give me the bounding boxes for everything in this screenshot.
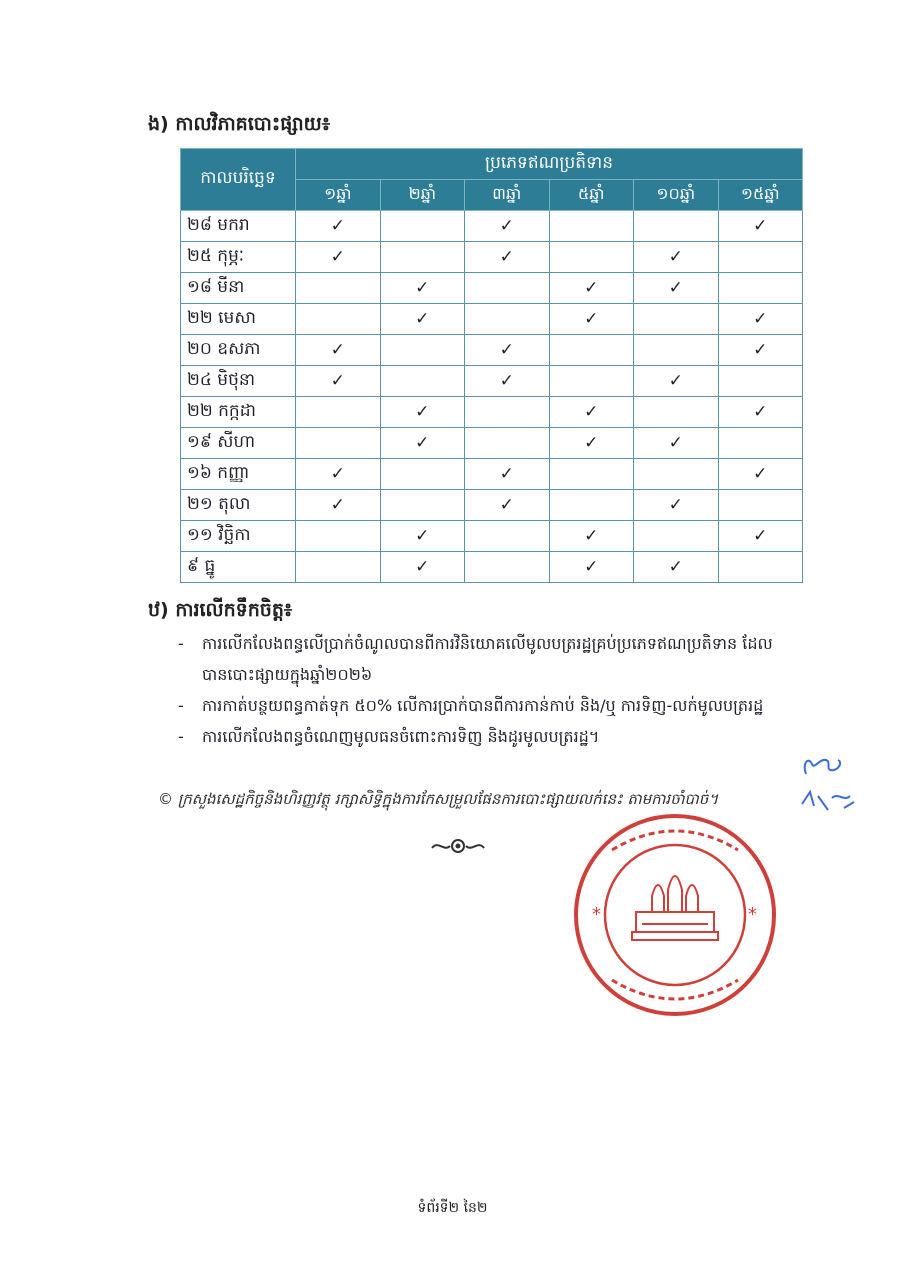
section-title-schedule: ង) កាលវិភាគបោះផ្សាយ៖ xyxy=(148,113,331,135)
empty-cell xyxy=(465,428,550,459)
table-row xyxy=(181,304,803,335)
ornament-divider xyxy=(430,834,486,858)
empty-cell xyxy=(380,490,465,521)
check-cell: ✓ xyxy=(549,397,634,428)
term-header: ១០ឆ្នាំ xyxy=(634,180,719,211)
check-cell: ✓ xyxy=(634,242,719,273)
table-row xyxy=(181,273,803,304)
empty-cell xyxy=(296,521,381,552)
check-cell: ✓ xyxy=(380,304,465,335)
period-cell: ២៥ កុម្ភៈ xyxy=(181,242,296,273)
svg-text:*: * xyxy=(748,904,757,925)
svg-text:*: * xyxy=(592,904,601,925)
empty-cell xyxy=(718,552,803,583)
check-cell: ✓ xyxy=(296,242,381,273)
check-cell: ✓ xyxy=(634,552,719,583)
incentive-text: ការលើកលែងពន្ធចំណេញមូលធនចំពោះការទិញ និងដូរមូលបត្ររដ្ឋ។ xyxy=(202,727,600,746)
empty-cell xyxy=(296,273,381,304)
check-cell: ✓ xyxy=(718,211,803,242)
check-cell: ✓ xyxy=(380,552,465,583)
dash-bullet: - xyxy=(178,696,184,715)
check-cell: ✓ xyxy=(634,273,719,304)
empty-cell xyxy=(296,397,381,428)
empty-cell xyxy=(549,242,634,273)
table-row xyxy=(181,428,803,459)
empty-cell xyxy=(634,211,719,242)
empty-cell xyxy=(380,335,465,366)
table-row xyxy=(181,366,803,397)
check-cell: ✓ xyxy=(296,366,381,397)
check-cell: ✓ xyxy=(380,428,465,459)
period-cell: ១៦ កញ្ញា xyxy=(181,459,296,490)
empty-cell xyxy=(718,273,803,304)
check-cell: ✓ xyxy=(296,335,381,366)
list-item xyxy=(178,721,818,752)
empty-cell xyxy=(296,552,381,583)
dash-bullet: - xyxy=(178,727,184,746)
period-cell: ១១ វិច្ឆិកា xyxy=(181,521,296,552)
check-cell: ✓ xyxy=(380,521,465,552)
empty-cell xyxy=(380,242,465,273)
empty-cell xyxy=(634,397,719,428)
check-cell: ✓ xyxy=(634,428,719,459)
table-row xyxy=(181,211,803,242)
check-cell: ✓ xyxy=(465,211,550,242)
empty-cell xyxy=(296,304,381,335)
empty-cell xyxy=(465,304,550,335)
incentives-list xyxy=(178,628,818,752)
check-cell: ✓ xyxy=(634,366,719,397)
check-cell: ✓ xyxy=(465,459,550,490)
period-cell: ៩ ធ្នូ xyxy=(181,552,296,583)
empty-cell xyxy=(718,490,803,521)
check-cell: ✓ xyxy=(465,490,550,521)
list-item xyxy=(178,690,818,721)
empty-cell xyxy=(549,366,634,397)
table-row xyxy=(181,521,803,552)
empty-cell xyxy=(634,304,719,335)
empty-cell xyxy=(549,459,634,490)
check-cell: ✓ xyxy=(296,211,381,242)
check-cell: ✓ xyxy=(634,490,719,521)
table-row xyxy=(181,459,803,490)
table-row xyxy=(181,490,803,521)
check-cell: ✓ xyxy=(465,242,550,273)
check-cell: ✓ xyxy=(718,304,803,335)
period-cell: ២០ ឧសភា xyxy=(181,335,296,366)
list-item xyxy=(178,628,818,690)
empty-cell xyxy=(296,428,381,459)
check-cell: ✓ xyxy=(549,273,634,304)
empty-cell xyxy=(465,521,550,552)
credit-type-header: ប្រភេទឥណប្រតិទាន xyxy=(296,149,803,180)
check-cell: ✓ xyxy=(296,490,381,521)
empty-cell xyxy=(380,211,465,242)
empty-cell xyxy=(634,459,719,490)
empty-cell xyxy=(549,335,634,366)
section-title-incentives: ឋ) ការលើកទឹកចិត្ត៖ xyxy=(148,599,293,621)
term-header: ២ឆ្នាំ xyxy=(380,180,465,211)
incentive-text: ការកាត់បន្ថយពន្ធកាត់ទុក ៥០% លើការប្រាក់បានពីការកាន់កាប់ និង/ឬ ការទិញ-លក់មូលបត្ររដ្ឋ xyxy=(202,696,764,715)
empty-cell xyxy=(465,397,550,428)
term-header: ១ឆ្នាំ xyxy=(296,180,381,211)
term-header: ៥ឆ្នាំ xyxy=(549,180,634,211)
term-header: ៣ឆ្នាំ xyxy=(465,180,550,211)
check-cell: ✓ xyxy=(718,521,803,552)
empty-cell xyxy=(718,428,803,459)
period-cell: ២២ កក្កដា xyxy=(181,397,296,428)
check-cell: ✓ xyxy=(465,335,550,366)
empty-cell xyxy=(380,366,465,397)
check-cell: ✓ xyxy=(549,521,634,552)
table-row xyxy=(181,397,803,428)
check-cell: ✓ xyxy=(549,552,634,583)
check-cell: ✓ xyxy=(465,366,550,397)
check-cell: ✓ xyxy=(718,335,803,366)
period-cell: ១៨ មីនា xyxy=(181,273,296,304)
period-cell: ២១ តុលា xyxy=(181,490,296,521)
period-cell: ២៤ មិថុនា xyxy=(181,366,296,397)
empty-cell xyxy=(549,211,634,242)
period-header: កាលបរិច្ឆេទ xyxy=(181,149,296,211)
period-cell: ២៨ មករា xyxy=(181,211,296,242)
term-header: ១៥ឆ្នាំ xyxy=(718,180,803,211)
period-cell: ១៩ សីហា xyxy=(181,428,296,459)
empty-cell xyxy=(718,366,803,397)
period-cell: ២២ មេសា xyxy=(181,304,296,335)
empty-cell xyxy=(380,459,465,490)
empty-cell xyxy=(549,490,634,521)
empty-cell xyxy=(465,552,550,583)
table-row xyxy=(181,242,803,273)
check-cell: ✓ xyxy=(549,428,634,459)
check-cell: ✓ xyxy=(549,304,634,335)
check-cell: ✓ xyxy=(718,397,803,428)
check-cell: ✓ xyxy=(296,459,381,490)
check-cell: ✓ xyxy=(380,397,465,428)
check-cell: ✓ xyxy=(380,273,465,304)
empty-cell xyxy=(718,242,803,273)
table-row xyxy=(181,552,803,583)
dash-bullet: - xyxy=(178,634,184,653)
page-number-footer: ទំព័រទី២ នៃ២ xyxy=(417,1200,488,1216)
empty-cell xyxy=(465,273,550,304)
table-row xyxy=(181,335,803,366)
issuance-schedule-table xyxy=(180,148,803,583)
copyright-notice: © ក្រសួងសេដ្ឋកិច្ចនិងហិរញ្ញវត្ថុ រក្សាសិទ្ធិក្នុងការកែសម្រួលផែនការបោះផ្សាយលក់នេះ តាមការចាំបាច់។ xyxy=(158,790,719,808)
empty-cell xyxy=(634,521,719,552)
official-seal-stamp xyxy=(572,812,778,1018)
check-cell: ✓ xyxy=(718,459,803,490)
empty-cell xyxy=(634,335,719,366)
incentive-text: ការលើកលែងពន្ធលើប្រាក់ចំណូលបានពីការវិនិយោគលើមូលបត្ររដ្ឋគ្រប់ប្រភេទឥណប្រតិទាន ដែលបានបោះផ្សាយក្នុងឆ្នាំ២០២៦ xyxy=(202,634,773,684)
handwritten-initials xyxy=(798,752,858,818)
